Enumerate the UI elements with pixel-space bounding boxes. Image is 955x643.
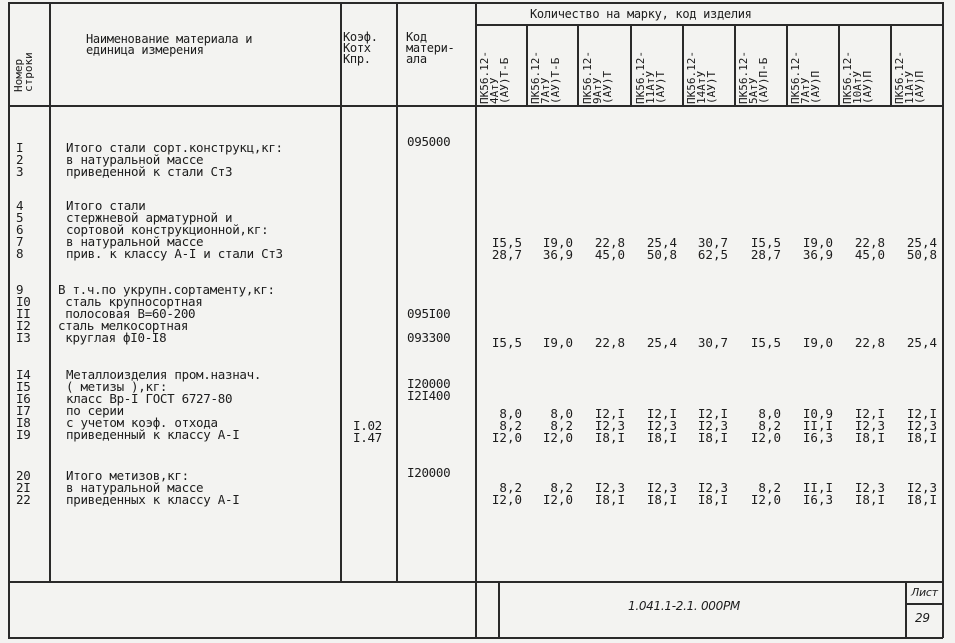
quantity-cell: 22,8: [854, 335, 885, 350]
quantity-cell: I5,5: [750, 335, 781, 350]
header-code: Код матери- ала: [406, 30, 455, 66]
row-numbers: 20 2I 22: [16, 468, 31, 507]
footer-sheet-line: [905, 581, 907, 638]
document-code: 1.041.1-2.1. 000PM: [628, 599, 740, 613]
quantity-cell: 22,8 45,0: [594, 235, 625, 262]
quantity-cell: 25,4 50,8: [906, 235, 937, 262]
mark-col-line: [682, 24, 684, 106]
row-text: Металлоизделия пром.назнач. ( метизы ),кг: класс Вр-I ГОСТ 6727-80 по серии с учетом коэф. отхода приведенный к классу А-I: [66, 367, 262, 442]
mark-header: ПК56.12- 10АтУ (АУ)П: [841, 51, 874, 104]
sheet-label: Лист: [911, 586, 938, 599]
mark-header: ПК56.12- 5АтУ (АУ)П-Б: [737, 51, 770, 104]
quantity-cell: 22,8: [594, 335, 625, 350]
row-text: Итого метизов,кг: в натуральной массе приведенных к классу А-I: [66, 468, 240, 507]
quantity-cell: I2,I I2,3 I8,I: [646, 406, 677, 445]
row-numbers: I 2 3: [16, 140, 24, 179]
header-quantity-title: Количество на марку, код изделия: [530, 7, 752, 21]
header-name: Наименование материала и единица измерения: [86, 32, 253, 57]
mark-header: ПК56.12- 11АтУ (АУ)П: [893, 51, 926, 104]
col-line-code: [475, 2, 477, 638]
quantity-cell: 8,0 8,2 I2,0: [491, 406, 522, 445]
row-text: В т.ч.по укрупн.сортаменту,кг: сталь крупносортная полосовая B=60-200 сталь мелкосортная круглая фI0-I8: [58, 282, 275, 345]
row-text: Итого стали сорт.конструкц,кг: в натуральной массе приведенной к стали Ст3: [66, 140, 283, 179]
quantity-cell: 22,8 45,0: [854, 235, 885, 262]
mark-col-line: [577, 24, 579, 106]
mark-header: ПК56.12- 11АтУ (АУ)Т: [634, 51, 667, 104]
row-numbers: 4 5 6 7 8: [16, 198, 24, 261]
quantity-cell: I9,0 36,9: [542, 235, 573, 262]
col-line-name: [340, 2, 342, 581]
col-line-coef: [396, 2, 398, 581]
quantity-cell: I2,3 I8,I: [697, 480, 728, 507]
row-text: Итого стали стержневой арматурной и сортовой конструкционной,кг: в натуральной массе прив. к классу А-I и стали Ст3: [66, 198, 283, 261]
quantity-cell: I5,5 28,7: [491, 235, 522, 262]
quantity-cell: I9,0: [802, 335, 833, 350]
mark-header: ПК56.12- 14АтУ (АУ)Т: [685, 51, 718, 104]
quantity-cell: I2,3 I8,I: [854, 480, 885, 507]
header-coef: Коэф. Котх Кпр.: [343, 30, 378, 66]
mark-col-line: [630, 24, 632, 106]
frame-left: [8, 2, 10, 638]
material-code: I20000: [407, 465, 451, 480]
footer-sheet-divider: [905, 603, 942, 605]
quantity-header-line: [476, 24, 942, 26]
material-code: 095000: [407, 134, 451, 149]
quantity-cell: 25,4: [646, 335, 677, 350]
material-code: 095I00 093300: [407, 306, 451, 345]
quantity-cell: I2,3 I8,I: [594, 480, 625, 507]
row-numbers: 9 I0 II I2 I3: [16, 282, 31, 345]
quantity-cell: I2,3 I8,I: [646, 480, 677, 507]
quantity-cell: 25,4: [906, 335, 937, 350]
quantity-cell: I2,I I2,3 I8,I: [906, 406, 937, 445]
col-line-rownum: [49, 2, 51, 581]
quantity-cell: I2,3 I8,I: [906, 480, 937, 507]
quantity-cell: II,I I6,3: [802, 480, 833, 507]
quantity-cell: 8,2 I2,0: [542, 480, 573, 507]
quantity-cell: 8,0 8,2 I2,0: [542, 406, 573, 445]
mark-header: ПК56.12- 7АтУ (АУ)Т-Б: [529, 51, 562, 104]
quantity-cell: I2,I I2,3 I8,I: [854, 406, 885, 445]
quantity-cell: I2,I I2,3 I8,I: [697, 406, 728, 445]
quantity-cell: 8,2 I2,0: [491, 480, 522, 507]
quantity-cell: I9,0 36,9: [802, 235, 833, 262]
mark-header: ПК56.12- 4АтУ (АУ)Т-Б: [478, 51, 511, 104]
mark-col-line: [838, 24, 840, 106]
quantity-cell: I5,5: [491, 335, 522, 350]
coef-value: I.02 I.47: [353, 418, 382, 445]
mark-col-line: [734, 24, 736, 106]
frame-right: [942, 2, 944, 638]
mark-header: ПК56.12- 7АтУ (АУ)П: [789, 51, 822, 104]
quantity-cell: I0,9 II,I I6,3: [802, 406, 833, 445]
mark-col-line: [786, 24, 788, 106]
sheet-number: 29: [915, 611, 930, 625]
quantity-cell: 30,7: [697, 335, 728, 350]
quantity-cell: I5,5 28,7: [750, 235, 781, 262]
quantity-cell: 8,2 I2,0: [750, 480, 781, 507]
header-row-number: Номер строки: [12, 52, 35, 92]
mark-col-line: [890, 24, 892, 106]
quantity-cell: 25,4 50,8: [646, 235, 677, 262]
quantity-cell: I9,0: [542, 335, 573, 350]
quantity-cell: 8,0 8,2 I2,0: [750, 406, 781, 445]
mark-col-line: [526, 24, 528, 106]
footer-col-line: [498, 581, 500, 638]
quantity-cell: I2,I I2,3 I8,I: [594, 406, 625, 445]
material-code: I20000 I2I400: [407, 376, 451, 403]
row-numbers: I4 I5 I6 I7 I8 I9: [16, 367, 31, 442]
mark-header: ПК56.12- 9АтУ (АУ)Т: [581, 51, 614, 104]
quantity-cell: 30,7 62,5: [697, 235, 728, 262]
